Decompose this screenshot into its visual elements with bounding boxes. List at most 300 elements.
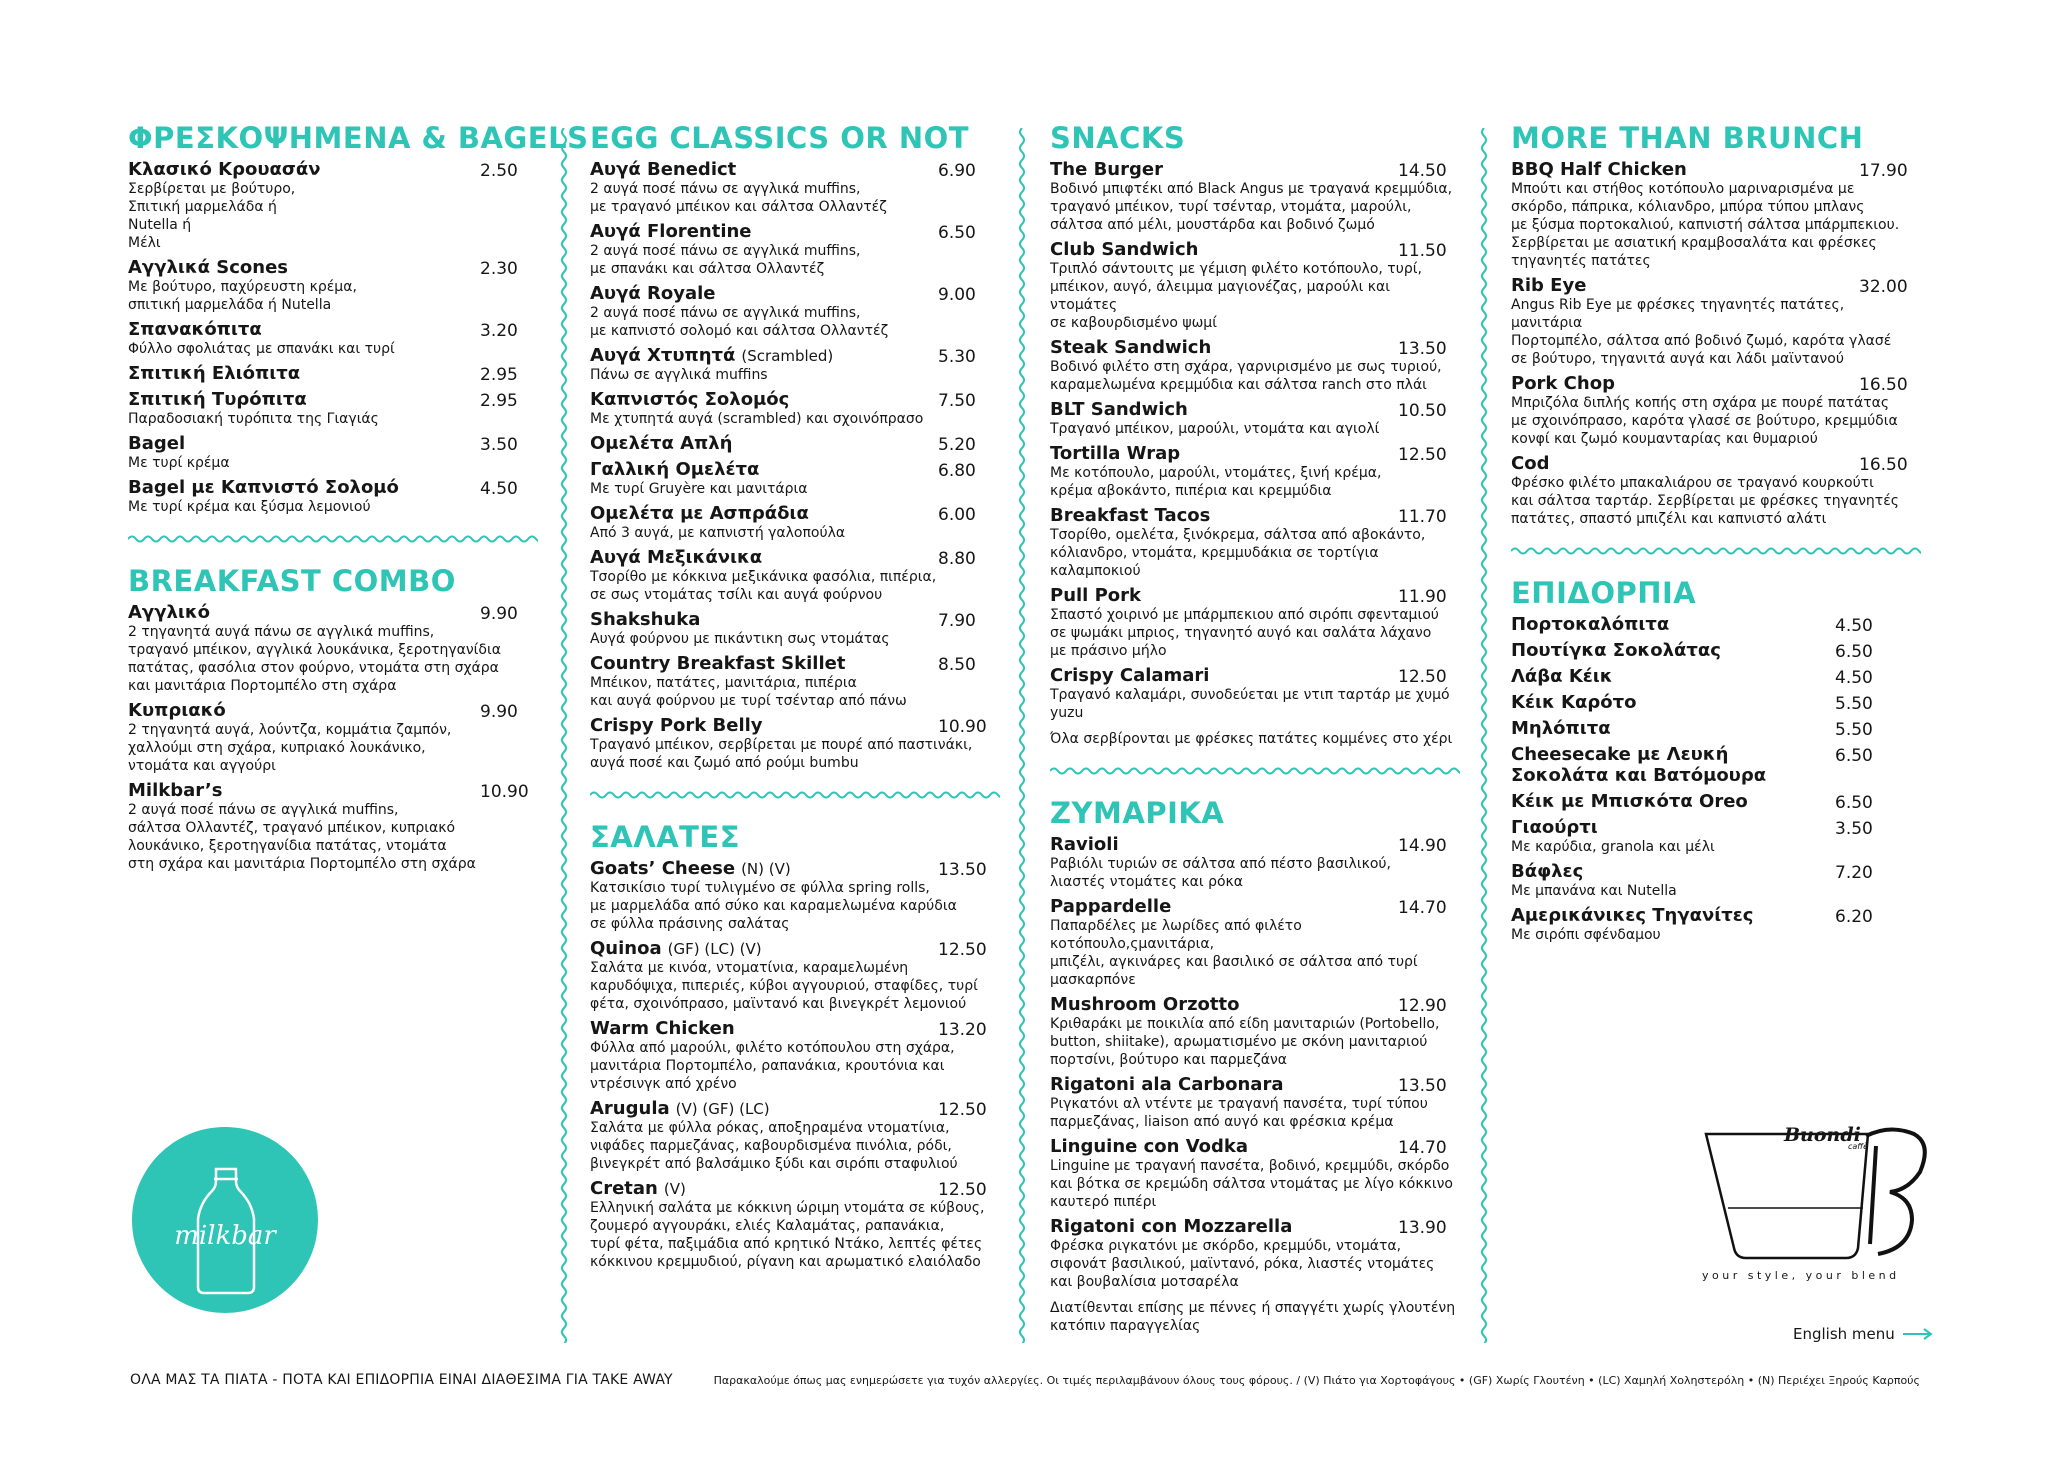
menu-item-header [1050, 665, 1458, 686]
menu-item [1511, 718, 1919, 739]
arrow-right-icon [1903, 1328, 1933, 1340]
menu-item-description: και σάλτσα ταρτάρ. Σερβίρεται με φρέσκες τηγανητές [1511, 493, 1899, 509]
menu-item-description: λουκάνικο, ξεροτηγανίδια πατάτας, ντομάτα [128, 838, 447, 854]
menu-item-description: Με χτυπητά αυγά (scrambled) και σχοινόπρασο [590, 411, 924, 427]
menu-item-price: 14.90 [1398, 836, 1447, 856]
menu-item-price: 11.70 [1398, 507, 1447, 527]
menu-item-description: Τραγανό μπέικον, μαρούλι, ντομάτα και αγιολί [1050, 421, 1380, 437]
menu-item-description: Με κοτόπουλο, μαρούλι, ντομάτες, ξινή κρέμα, [1050, 465, 1382, 481]
menu-item [1050, 834, 1458, 891]
menu-item-description: σε ψωμάκι μπριος, τηγανητό αυγό και σαλάτα λάχανο [1050, 625, 1432, 641]
menu-item-description: 2 αυγά ποσέ πάνω σε αγγλικά muffins, [590, 243, 861, 259]
menu-item-name: Pork Chop [1511, 373, 1615, 394]
menu-item-description: βινεγκρέτ από βαλσάμικο ξύδι και σιρόπι σταφυλιού [590, 1156, 958, 1172]
menu-item-header [128, 363, 536, 384]
menu-item-description: και μανιτάρια Πορτομπέλο στη σχάρα [128, 678, 397, 694]
menu-item-name: Καπνιστός Σολομός [590, 389, 790, 410]
menu-item-description: Βοδινό φιλέτο στη σχάρα, γαρνιρισμένο με σως τυριού, [1050, 359, 1442, 375]
menu-item-price: 5.50 [1835, 694, 1873, 714]
pasta-note: Διατίθενται επίσης με πέννες ή σπαγγέτι χωρίς γλουτένη κατόπιν παραγγελίας [1050, 1300, 1456, 1334]
buondi-logo [1700, 1120, 1950, 1280]
menu-item [1511, 275, 1919, 368]
footer-takeaway: ΟΛΑ ΜΑΣ ΤΑ ΠΙΑΤΑ - ΠΟΤΑ ΚΑΙ ΕΠΙΔΟΡΠΙΑ ΕΙΝΑΙ ΔΙΑΘΕΣΙΜΑ ΓΙΑ TAKE AWAY [130, 1372, 673, 1388]
menu-item-description: Με τυρί κρέμα [128, 455, 230, 471]
menu-item-description: μπιζέλι, αγκινάρες και βασιλικό σε σάλτσα από τυρί [1050, 954, 1418, 970]
menu-item-description: Από 3 αυγά, με καπνιστή γαλοπούλα [590, 525, 846, 541]
menu-item-price: 6.50 [1835, 746, 1873, 766]
menu-item [1511, 373, 1919, 448]
menu-item-description: Σερβίρεται με ασιατική κραμβοσαλάτα και φρέσκες [1511, 235, 1877, 251]
section-more-than-brunch [1511, 121, 1919, 528]
menu-item-description: καραμελωμένα κρεμμύδια και σάλτσα ranch στο πλάι [1050, 377, 1427, 393]
menu-item-description: Nutella ή [128, 217, 192, 233]
menu-item-description: ζουμερό αγγουράκι, ελιές Καλαμάτας, ραπανάκια, [590, 1218, 945, 1234]
menu-item-header [1050, 834, 1458, 855]
menu-item-name: Αυγά Μεξικάνικα [590, 547, 763, 568]
menu-item-name: The Burger [1050, 159, 1163, 180]
menu-item-header [1050, 1136, 1458, 1157]
menu-item-price: 14.70 [1398, 1138, 1447, 1158]
section-pasta [1050, 796, 1458, 1335]
menu-item-description: Ελληνική σαλάτα με κόκκινη ώριμη ντομάτα σε κύβους, [590, 1200, 985, 1216]
menu-item-header [1511, 666, 1919, 687]
menu-item-name: Linguine con Vodka [1050, 1136, 1249, 1157]
menu-item-price: 6.20 [1835, 907, 1873, 927]
menu-item-price: 5.20 [938, 435, 976, 455]
menu-item-description: 2 αυγά ποσέ πάνω σε αγγλικά muffins, [590, 181, 861, 197]
menu-item-description: Ριγκατόνι αλ ντέντε με τραγανή πανσέτα, τυρί τύπου [1050, 1096, 1428, 1112]
wave-divider [1050, 766, 1460, 776]
menu-item-description: με πράσινο μήλο [1050, 643, 1167, 659]
menu-item [1050, 443, 1458, 500]
menu-item-description: σε σως ντομάτας τσίλι και αυγά φούρνου [590, 587, 883, 603]
logo-text: milkbar [174, 1221, 276, 1251]
menu-item [1050, 239, 1458, 332]
menu-item-description: Φύλλο σφολιάτας με σπανάκι και τυρί [128, 341, 395, 357]
menu-item [590, 221, 998, 278]
menu-item-description: Τραγανό μπέικον, σερβίρεται με πουρέ από παστινάκι, [590, 737, 973, 753]
menu-item [1511, 905, 1919, 944]
menu-item-name: Βάφλες [1511, 861, 1584, 882]
menu-item-description: button, shiitake), αρωματισμένο με σκόνη μανιταριού [1050, 1034, 1428, 1050]
menu-item-price: 4.50 [1835, 668, 1873, 688]
menu-item-description: με μαρμελάδα από σύκο και καραμελωμένα καρύδια [590, 898, 957, 914]
menu-item-price: 17.90 [1859, 161, 1908, 181]
menu-item-name: BBQ Half Chicken [1511, 159, 1687, 180]
menu-item-price: 13.90 [1398, 1218, 1447, 1238]
menu-item-price: 7.50 [938, 391, 976, 411]
menu-item-description: Φρέσκα ριγκατόνι με σκόρδο, κρεμμύδι, ντομάτα, [1050, 1238, 1402, 1254]
menu-item-description: Αυγά φούρνου με πικάντικη σως ντομάτας [590, 631, 890, 647]
menu-item-description: με καπνιστό σολομό και σάλτσα Ολλαντέζ [590, 323, 889, 339]
menu-item [590, 938, 998, 1013]
menu-item-name: Λάβα Κέικ [1511, 666, 1613, 687]
section-title: ΣΑΛΑΤΕΣ [590, 820, 741, 854]
menu-item-header [128, 700, 536, 721]
menu-item-name: Rib Eye [1511, 275, 1587, 296]
menu-item-price: 4.50 [1835, 616, 1873, 636]
menu-item-header [590, 389, 998, 410]
menu-item-name: Club Sandwich [1050, 239, 1199, 260]
menu-item-description: φέτα, σχοινόπρασο, μαϊντανό και βινεγκρέτ λεμονιού [590, 996, 967, 1012]
menu-item-name: Αγγλικά Scones [128, 257, 289, 278]
menu-item-price: 10.50 [1398, 401, 1447, 421]
menu-item-description: με τραγανό μπέικον και σάλτσα Ολλαντέζ [590, 199, 887, 215]
menu-item [1050, 665, 1458, 722]
menu-item-name: Πορτοκαλόπιτα [1511, 614, 1670, 635]
menu-item-name: Breakfast Tacos [1050, 505, 1211, 526]
menu-item-name: Σπιτική Τυρόπιτα [128, 389, 307, 410]
menu-item-header [590, 1178, 998, 1199]
menu-item-description: με σχοινόπρασο, καρότα γλασέ σε βούτυρο, κρεμμύδια [1511, 413, 1898, 429]
menu-item-header [590, 715, 998, 736]
menu-item-name: Σπιτική Ελιόπιτα [128, 363, 301, 384]
menu-item-header [1511, 744, 1919, 786]
english-menu-link[interactable] [1793, 1325, 1933, 1343]
menu-item-name: Κέικ με Μπισκότα Oreo [1511, 791, 1748, 812]
menu-item-price: 3.50 [480, 435, 518, 455]
menu-item-tags: (Scrambled) [741, 347, 834, 365]
menu-item-description: Σερβίρεται με βούτυρο, [128, 181, 296, 197]
menu-item-header [1511, 614, 1919, 635]
section-fresh-bagels [128, 121, 589, 516]
menu-item-header [590, 433, 998, 454]
menu-item-price: 16.50 [1859, 375, 1908, 395]
menu-item [1050, 585, 1458, 660]
menu-item-header [590, 345, 998, 366]
menu-item [1050, 994, 1458, 1069]
menu-item-description: και βουβαλίσια μοτσαρέλα [1050, 1274, 1239, 1290]
menu-item-description: σκόρδο, πάπρικα, κόλιανδρο, μπύρα τύπου μπλανς [1511, 199, 1865, 215]
column-separator [560, 128, 568, 1343]
menu-item-header [1511, 692, 1919, 713]
menu-item-price: 12.50 [938, 940, 987, 960]
menu-item-description: κονφί και ζωμό κουμανταρίας και θυμαριού [1511, 431, 1818, 447]
menu-item-header [590, 503, 998, 524]
menu-item-header [590, 459, 998, 480]
menu-item [590, 1098, 998, 1173]
menu-item [590, 609, 998, 648]
menu-item-description: τυρί φέτα, παξιμάδια από κρητικό Ντάκο, λεπτές φέτες [590, 1236, 983, 1252]
menu-item-description: μασκαρπόνε [1050, 972, 1136, 988]
menu-item-description: με σπανάκι και σάλτσα Ολλαντέζ [590, 261, 825, 277]
menu-item-name: Tortilla Wrap [1050, 443, 1181, 464]
column-separator [1018, 128, 1026, 1343]
menu-item-description: κόκκινου κρεμμυδιού, ρίγανη και αρωματικό ελαιόλαδο [590, 1254, 981, 1270]
menu-item-description: Τσορίθο με κόκκινα μεξικάνικα φασόλια, πιπέρια, [590, 569, 937, 585]
menu-item-description: Σαλάτα με κινόα, ντοματίνια, καραμελωμένη [590, 960, 909, 976]
menu-item-description: πορτσίνι, βούτυρο και παρμεζάνα [1050, 1052, 1287, 1068]
menu-item-price: 32.00 [1859, 277, 1908, 297]
menu-column-2 [590, 121, 998, 1276]
menu-item-description: Με σιρόπι σφένδαμου [1511, 927, 1661, 943]
menu-item [128, 257, 536, 314]
menu-item [1511, 640, 1919, 661]
menu-item-header [1511, 275, 1919, 296]
menu-item-price: 13.20 [938, 1020, 987, 1040]
menu-item-price: 5.30 [938, 347, 976, 367]
menu-item-name: Ravioli [1050, 834, 1119, 855]
menu-item-name: Shakshuka [590, 609, 701, 630]
menu-item-description: παρμεζάνας, liaison από αυγό και φρέσκια κρέμα [1050, 1114, 1394, 1130]
menu-item-name: Πουτίγκα Σοκολάτας [1511, 640, 1721, 661]
menu-item-price: 8.50 [938, 655, 976, 675]
menu-item-name: Pappardelle [1050, 896, 1172, 917]
menu-item-price: 10.90 [480, 782, 529, 802]
menu-item-name: Αμερικάνικες Τηγανίτες [1511, 905, 1754, 926]
menu-item-price: 6.00 [938, 505, 976, 525]
menu-item-price: 6.50 [1835, 793, 1873, 813]
menu-item-name: Cretan [590, 1178, 658, 1199]
section-title: BREAKFAST COMBO [128, 564, 456, 598]
menu-item-price: 12.50 [1398, 445, 1447, 465]
menu-item-description: και αυγά φούρνου με τυρί τσένταρ από πάνω [590, 693, 907, 709]
menu-item [1050, 1074, 1458, 1131]
menu-item-header [590, 609, 998, 630]
menu-item-header [1511, 905, 1919, 926]
menu-item-description: ντρέσινγκ από χρένο [590, 1076, 737, 1092]
menu-item-name: Μηλόπιτα [1511, 718, 1611, 739]
menu-item-header [1511, 718, 1919, 739]
menu-item-name: Milkbar’s [128, 780, 223, 801]
menu-item-price: 2.95 [480, 365, 518, 385]
section-title: SNACKS [1050, 121, 1186, 155]
menu-item-price: 9.90 [480, 604, 518, 624]
menu-item-description: 2 τηγανητά αυγά πάνω σε αγγλικά muffins, [128, 624, 435, 640]
menu-item-description: Παπαρδέλες με λωρίδες από φιλέτο κοτόπουλο,ςμανιτάρια, [1050, 918, 1302, 952]
menu-item-description: Φύλλα από μαρούλι, φιλέτο κοτόπουλου στη σχάρα, [590, 1040, 955, 1056]
menu-item-name: Goats’ Cheese [590, 858, 736, 879]
menu-item-header [1050, 1074, 1458, 1095]
menu-item-name: Crispy Calamari [1050, 665, 1210, 686]
menu-item [1050, 399, 1458, 438]
menu-item [128, 319, 536, 358]
menu-item-price: 12.50 [1398, 667, 1447, 687]
menu-item-header [1050, 896, 1458, 917]
menu-item [1050, 505, 1458, 580]
menu-item-price: 10.90 [938, 717, 987, 737]
menu-column-3 [1050, 121, 1458, 1335]
menu-item-description: Μέλι [128, 235, 161, 251]
footer-allergy-note: Παρακαλούμε όπως μας ενημερώσετε για τυχόν αλλεργίες. Οι τιμές περιλαμβάνουν όλους τους φόρους. / (V) Πιάτο για Χορτοφάγους • (GF) Χωρίς Γλουτένη • (LC) Χαμηλή Χοληστερόλη • (N) Περιέχει Ξηρούς Καρπούς [713, 1374, 1920, 1387]
menu-item [590, 283, 998, 340]
menu-item-description: Σπιτική μαρμελάδα ή [128, 199, 277, 215]
menu-item-name: Αγγλικό [128, 602, 211, 623]
menu-item [128, 700, 536, 775]
menu-item [128, 433, 536, 472]
menu-item-price: 11.90 [1398, 587, 1447, 607]
menu-item-name: Bagel [128, 433, 186, 454]
menu-item-description: Μπριζόλα διπλής κοπής στη σχάρα με πουρέ πατάτας [1511, 395, 1890, 411]
menu-item-price: 7.20 [1835, 863, 1873, 883]
menu-column-1 [128, 121, 589, 878]
menu-item-description: σε βούτυρο, τηγανιτά αυγά και λάδι μαϊντανού [1511, 351, 1844, 367]
wave-divider [128, 534, 538, 544]
menu-item-header [590, 221, 998, 242]
menu-item-name: Αυγά Χτυπητά [590, 345, 736, 366]
menu-item [128, 477, 536, 516]
menu-item-header [1050, 239, 1458, 260]
menu-item-description: Παραδοσιακή τυρόπιτα της Γιαγιάς [128, 411, 379, 427]
menu-item-description: αυγά ποσέ και ζωμό από ρούμι bumbu [590, 755, 859, 771]
menu-item-price: 2.30 [480, 259, 518, 279]
menu-item-description: Βοδινό μπιφτέκι από Black Angus με τραγανά κρεμμύδια, [1050, 181, 1453, 197]
menu-item [1511, 614, 1919, 635]
wave-divider [590, 790, 1000, 800]
menu-item [1050, 159, 1458, 234]
menu-item-header [128, 159, 536, 180]
menu-item-header [590, 1098, 998, 1119]
menu-item-description: κόλιανδρο, ντομάτα, κρεμμυδάκια σε τορτίγια καλαμποκιού [1050, 545, 1379, 579]
menu-item [1511, 692, 1919, 713]
menu-item-description: χαλλούμι στη σχάρα, κυπριακό λουκάνικο, [128, 740, 426, 756]
menu-item [1511, 861, 1919, 900]
section-salads [590, 820, 998, 1271]
menu-item [590, 503, 998, 542]
wave-divider [1511, 546, 1921, 556]
menu-item-header [590, 547, 998, 568]
menu-item-header [1050, 159, 1458, 180]
menu-item-description: τηγανητές πατάτες [1511, 253, 1651, 269]
menu-item-price: 12.50 [938, 1180, 987, 1200]
menu-item-header [1511, 817, 1919, 838]
milk-bottle-icon [132, 1127, 318, 1313]
menu-item-price: 6.50 [1835, 642, 1873, 662]
menu-item-header [1050, 337, 1458, 358]
menu-item-header [590, 653, 998, 674]
menu-item-price: 3.50 [1835, 819, 1873, 839]
menu-item-price: 6.50 [938, 223, 976, 243]
section-title: ΦΡΕΣΚΟΨΗΜΕΝΑ & BAGELS [128, 121, 589, 155]
menu-item-price: 6.80 [938, 461, 976, 481]
menu-item-price: 14.50 [1398, 161, 1447, 181]
menu-item-header [128, 389, 536, 410]
menu-item-header [1511, 861, 1919, 882]
menu-item-price: 3.20 [480, 321, 518, 341]
menu-item-name: Warm Chicken [590, 1018, 735, 1039]
menu-item-name: Γαλλική Ομελέτα [590, 459, 760, 480]
menu-item-price: 12.90 [1398, 996, 1447, 1016]
menu-item [1050, 337, 1458, 394]
menu-item-price: 14.70 [1398, 898, 1447, 918]
menu-item-header [1050, 443, 1458, 464]
menu-item-description: τραγανό μπέικον, αγγλικά λουκάνικα, ξεροτηγανίδια [128, 642, 501, 658]
menu-item-name: Pull Pork [1050, 585, 1142, 606]
menu-item-header [128, 780, 536, 801]
menu-item [128, 363, 536, 384]
menu-item-description: μανιτάρια Πορτομπέλο, ραπανάκια, κρουτόνια και [590, 1058, 945, 1074]
menu-item-header [1050, 399, 1458, 420]
menu-item [1511, 453, 1919, 528]
menu-column-4 [1511, 121, 1919, 949]
menu-item-description: κρέμα αβοκάντο, πιπέρια και κρεμμύδια [1050, 483, 1332, 499]
menu-item-name: Αυγά Royale [590, 283, 716, 304]
menu-item [590, 653, 998, 710]
menu-item-header [1511, 159, 1919, 180]
menu-item-description: τραγανό μπέικον, τυρί τσένταρ, ντομάτα, μαρούλι, [1050, 199, 1412, 215]
menu-item-header [590, 283, 998, 304]
menu-item-description: 2 αυγά ποσέ πάνω σε αγγλικά muffins, [128, 802, 399, 818]
section-title: ΕΠΙΔΟΡΠΙΑ [1511, 576, 1697, 610]
menu-item-name: BLT Sandwich [1050, 399, 1188, 420]
menu-item-name: Quinoa [590, 938, 662, 959]
menu-item-description: Πάνω σε αγγλικά muffins [590, 367, 768, 383]
menu-item-name: Crispy Pork Belly [590, 715, 763, 736]
menu-item-price: 12.50 [938, 1100, 987, 1120]
menu-item-header [1511, 640, 1919, 661]
menu-item-description: νιφάδες παρμεζάνας, καβουρδισμένα πινόλια, ρόδι, [590, 1138, 952, 1154]
menu-item-name: Bagel με Καπνιστό Σολομό [128, 477, 399, 498]
menu-item-description: λιαστές ντομάτες και ρόκα [1050, 874, 1243, 890]
menu-item-description: Κατσικίσιο τυρί τυλιγμένο σε φύλλα spring rolls, [590, 880, 930, 896]
menu-item-description: Με τυρί Gruyère και μανιτάρια [590, 481, 808, 497]
menu-item-name: Rigatoni con Mozzarella [1050, 1216, 1293, 1237]
menu-item-name: Rigatoni ala Carbonara [1050, 1074, 1284, 1095]
menu-item-description: Angus Rib Eye με φρέσκες τηγανητές πατάτες, μανιτάρια [1511, 297, 1845, 331]
menu-item-header [590, 159, 998, 180]
menu-item [1511, 666, 1919, 687]
menu-item-header [128, 257, 536, 278]
menu-item-description: σε φύλλα πράσινης σαλάτας [590, 916, 790, 932]
section-title: ΖΥΜΑΡΙΚΑ [1050, 796, 1225, 830]
menu-item-price: 7.90 [938, 611, 976, 631]
menu-item [590, 345, 998, 384]
menu-item-price: 6.90 [938, 161, 976, 181]
menu-item [128, 389, 536, 428]
menu-item [590, 1178, 998, 1271]
menu-item [1050, 1216, 1458, 1291]
menu-item-header [1511, 373, 1919, 394]
menu-item-description: Μπούτι και στήθος κοτόπουλο μαριναρισμένα με [1511, 181, 1855, 197]
menu-item-name: Κυπριακό [128, 700, 226, 721]
menu-item-header [128, 433, 536, 454]
menu-item-description: Linguine με τραγανή πανσέτα, βοδινό, κρεμμύδι, σκόρδο [1050, 1158, 1450, 1174]
menu-item-name: Country Breakfast Skillet [590, 653, 846, 674]
menu-item-tags: (N) (V) [741, 860, 791, 878]
section-desserts [1511, 576, 1919, 944]
menu-item-description: με ξύσμα πορτοκαλιού, καπνιστή σάλτσα μπάρμπεκιου. [1511, 217, 1900, 233]
menu-item-name: Κέικ Καρότο [1511, 692, 1637, 713]
menu-item-description: πατάτας, φασόλια στον φούρνο, ντομάτα στη σχάρα [128, 660, 499, 676]
menu-item-price: 9.00 [938, 285, 976, 305]
menu-item-name: Κλασικό Κρουασάν [128, 159, 321, 180]
menu-item [590, 858, 998, 933]
section-title: EGG CLASSICS OR NOT [590, 121, 970, 155]
menu-item-name: Arugula [590, 1098, 670, 1119]
buondi-sub: caffè [1848, 1142, 1868, 1151]
menu-item [1050, 1136, 1458, 1211]
menu-item-name: Cheesecake με Λευκή Σοκολάτα και Βατόμουρα [1511, 744, 1767, 786]
snacks-note: Όλα σερβίρονται με φρέσκες πατάτες κομμένες στο χέρι [1050, 731, 1453, 747]
menu-item-description: καρυδόψιχα, πιπεριές, κύβοι αγγουριού, σταφίδες, τυρί [590, 978, 978, 994]
menu-item-description: 2 αυγά ποσέ πάνω σε αγγλικά muffins, [590, 305, 861, 321]
menu-item-description: Μπέικον, πατάτες, μανιτάρια, πιπέρια [590, 675, 857, 691]
menu-item-header [1050, 994, 1458, 1015]
menu-item-description: 2 τηγανητά αυγά, λούντζα, κομμάτια ζαμπόν, [128, 722, 452, 738]
menu-item-price: 5.50 [1835, 720, 1873, 740]
menu-item-description: στη σχάρα και μανιτάρια Πορτομπέλο στη σχάρα [128, 856, 476, 872]
menu-item-header [128, 477, 536, 498]
menu-item [128, 159, 536, 252]
menu-item-name: Αυγά Benedict [590, 159, 737, 180]
menu-item-name: Ομελέτα με Ασπράδια [590, 503, 809, 524]
menu-item-name: Mushroom Orzotto [1050, 994, 1240, 1015]
menu-item-name: Αυγά Florentine [590, 221, 752, 242]
menu-item-price: 2.50 [480, 161, 518, 181]
menu-item [128, 602, 536, 695]
menu-item-description: Τριπλό σάντουιτς με γέμιση φιλέτο κοτόπουλο, τυρί, [1050, 261, 1422, 277]
menu-item [590, 547, 998, 604]
